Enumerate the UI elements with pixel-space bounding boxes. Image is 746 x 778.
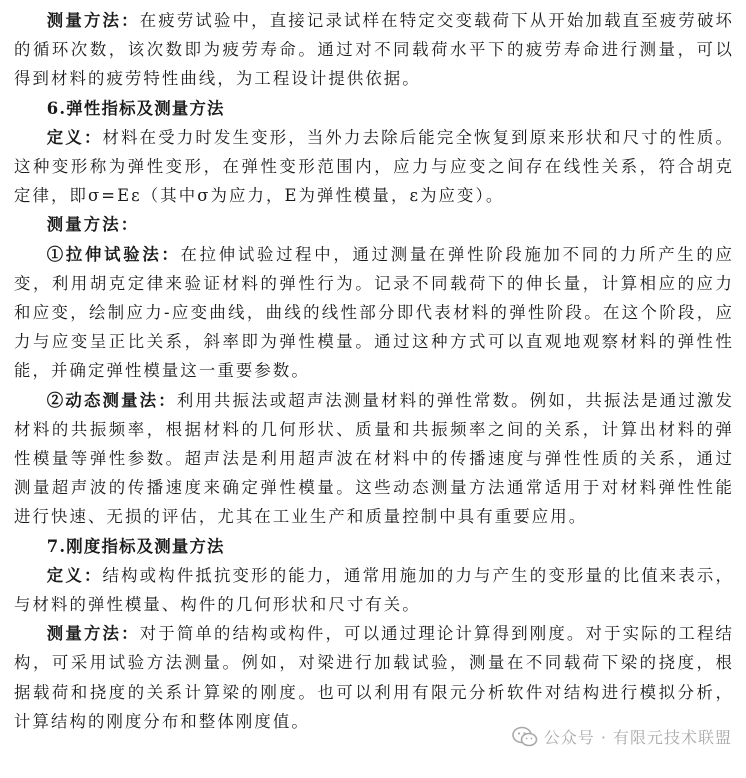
paragraph-text: 在疲劳试验中，直接记录试样在特定交变载荷下从开始加载直至疲劳破坏的循环次数，该次数即为疲劳寿命。通过对不同载荷水平下的疲劳寿命进行测量，可以得到材料的疲劳特性曲线，为工程设计提供依据。 bbox=[14, 11, 735, 89]
watermark bbox=[512, 725, 732, 748]
dynamic-measurement-paragraph bbox=[14, 386, 734, 532]
paragraph-label: 测量方法： bbox=[46, 215, 140, 235]
paragraph-label: 定义： bbox=[46, 565, 103, 585]
stiffness-definition-paragraph bbox=[14, 561, 734, 619]
paragraph-text: 在拉伸试验过程中，通过测量在弹性阶段施加不同的力所产生的应变，利用胡克定律来验证材料的弹性行为。记录不同载荷下的伸长量，计算相应的应力和应变，绘制应力-应变曲线，曲线的线性部分即代表材料的弹性阶段。在这个阶段，应力与应变呈正比关系，斜率即为弹性模量。通过这种方式可以直观地观察材料的弹性性能，并确定弹性模量这一重要参数。 bbox=[14, 244, 734, 381]
paragraph-text: 结构或构件抵抗变形的能力，通常用施加的力与产生的变形量的比值来表示，与材料的弹性模量、构件的几何形状和尺寸有关。 bbox=[14, 565, 734, 615]
paragraph-label: ①拉伸试验法： bbox=[46, 244, 181, 264]
fatigue-measurement-paragraph bbox=[14, 6, 734, 94]
elasticity-measurement-label-paragraph bbox=[14, 210, 734, 239]
paragraph-label: ②动态测量法： bbox=[46, 390, 177, 410]
wechat-icon bbox=[512, 726, 538, 748]
tensile-test-paragraph bbox=[14, 240, 734, 386]
paragraph-text: 利用共振法或超声法测量材料的弹性常数。例如，共振法是通过激发材料的共振频率，根据材料的几何形状、质量和共振频率之间的关系，计算出材料的弹性模量等弹性参数。超声法是利用超声波在材料中的传播速度与弹性性质的关系，通过测量超声波的传播速度来确定弹性模量。这些动态测量方法通常适用于对材料弹性性能进行快速、无损的评估，尤其在工业生产和质量控制中具有重要应用。 bbox=[14, 390, 734, 527]
paragraph-label: 定义： bbox=[46, 127, 103, 147]
paragraph-label: 测量方法： bbox=[46, 11, 140, 30]
section-heading-elasticity: 6.弹性指标及测量方法 bbox=[46, 98, 225, 118]
paragraph-label: 测量方法： bbox=[46, 624, 140, 644]
document-page bbox=[14, 6, 734, 736]
section-heading-stiffness: 7.刚度指标及测量方法 bbox=[46, 536, 225, 556]
watermark-text: 公众号 · 有限元技术联盟 bbox=[543, 728, 732, 747]
stiffness-measurement-paragraph bbox=[14, 619, 734, 736]
paragraph-text: 材料在受力时发生变形，当外力去除后能完全恢复到原来形状和尺寸的性质。这种变形称为弹性变形，在弹性变形范围内，应力与应变之间存在线性关系，符合胡克定律，即σ=Eε（其中σ为应力，E为弹性模量，ε为应变）。 bbox=[14, 127, 734, 206]
paragraph-text: 对于简单的结构或构件，可以通过理论计算得到刚度。对于实际的工程结构，可采用试验方法测量。例如，对梁进行加载试验，测量在不同载荷下梁的挠度，根据载荷和挠度的关系计算梁的刚度。也可以利用有限元分析软件对结构进行模拟分析，计算结构的刚度分布和整体刚度值。 bbox=[14, 624, 735, 731]
elasticity-definition-paragraph bbox=[14, 123, 734, 211]
